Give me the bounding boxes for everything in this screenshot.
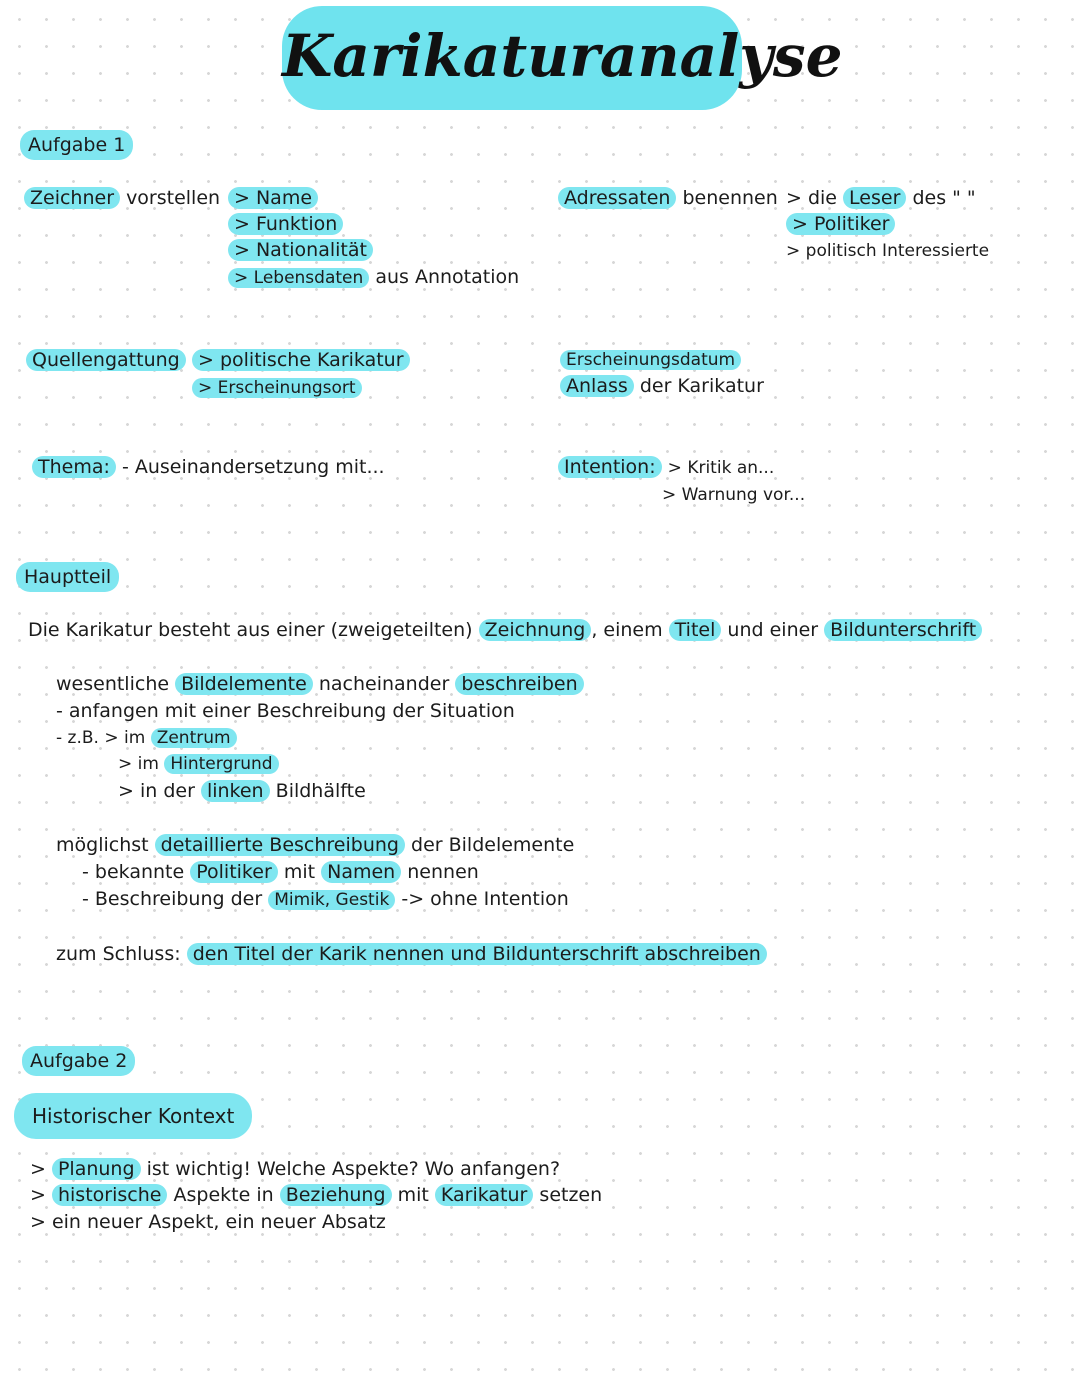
- block1-line2: - anfangen mit einer Beschreibung der Situation: [56, 700, 515, 722]
- quelle-item-1: > politische Karikatur: [192, 347, 410, 373]
- kontext-label: Historischer Kontext: [14, 1093, 252, 1139]
- block1-line1: wesentliche Bildelemente nacheinander beschreiben: [56, 671, 584, 697]
- adressaten-line3: > politisch Interessierte: [786, 241, 990, 261]
- aufgabe2-label: Aufgabe 2: [22, 1046, 135, 1076]
- aufgabe2-line2: > historische Aspekte in Beziehung mit Karikatur setzen: [30, 1184, 603, 1206]
- aufgabe1-label: Aufgabe 1: [20, 130, 133, 160]
- block1-line5: > in der linken Bildhälfte: [118, 780, 366, 802]
- zeichner-item-name: > Name: [228, 185, 318, 211]
- zeichner-item-lebensdaten: > Lebensdaten aus Annotation: [228, 264, 519, 291]
- block1-line3: - z.B. > im Zentrum: [56, 725, 237, 751]
- aufgabe2-line1: > Planung ist wichtig! Welche Aspekte? Wo anfangen?: [30, 1158, 561, 1180]
- zeichner-item-funktion: > Funktion: [228, 211, 343, 237]
- block2-line1: möglichst detaillierte Beschreibung der Bildelemente: [56, 834, 575, 856]
- adressaten-heading: Adressaten benennen: [558, 185, 778, 211]
- page-title: Karikaturanalyse: [282, 6, 742, 110]
- anlass-line: Anlass der Karikatur: [560, 373, 764, 399]
- zeichner-item-nationalitaet: > Nationalität: [228, 237, 373, 263]
- block2-line3: - Beschreibung der Mimik, Gestik -> ohne Intention: [82, 888, 569, 910]
- block1-line4: > im Hintergrund: [118, 751, 279, 777]
- block2-line2: - bekannte Politiker mit Namen nennen: [82, 861, 479, 883]
- quelle-item-2: > Erscheinungsort: [192, 374, 362, 401]
- intention-line2: > Warnung vor...: [662, 485, 806, 505]
- quelle-heading: Quellengattung: [26, 347, 186, 373]
- hauptteil-label: Hauptteil: [16, 562, 119, 592]
- zeichner-rest: vorstellen: [126, 187, 221, 209]
- intention-line1: Intention: > Kritik an...: [558, 454, 774, 481]
- hauptteil-intro: Die Karikatur besteht aus einer (zweigeteilten) Zeichnung , einem Titel und einer Bildunterschrift: [28, 617, 982, 643]
- adressaten-line2: > Politiker: [786, 211, 895, 237]
- thema-line: Thema: - Auseinandersetzung mit...: [32, 454, 385, 480]
- erscheinungsdatum: Erscheinungsdatum: [560, 346, 741, 373]
- zeichner-heading: [24, 185, 220, 211]
- schluss-line: zum Schluss: den Titel der Karik nennen und Bildunterschrift abschreiben: [56, 941, 767, 967]
- zeichner-highlight: Zeichner: [24, 187, 120, 209]
- adressaten-line1: > die Leser des " ": [786, 187, 976, 209]
- aufgabe2-line3: > ein neuer Aspekt, ein neuer Absatz: [30, 1211, 386, 1233]
